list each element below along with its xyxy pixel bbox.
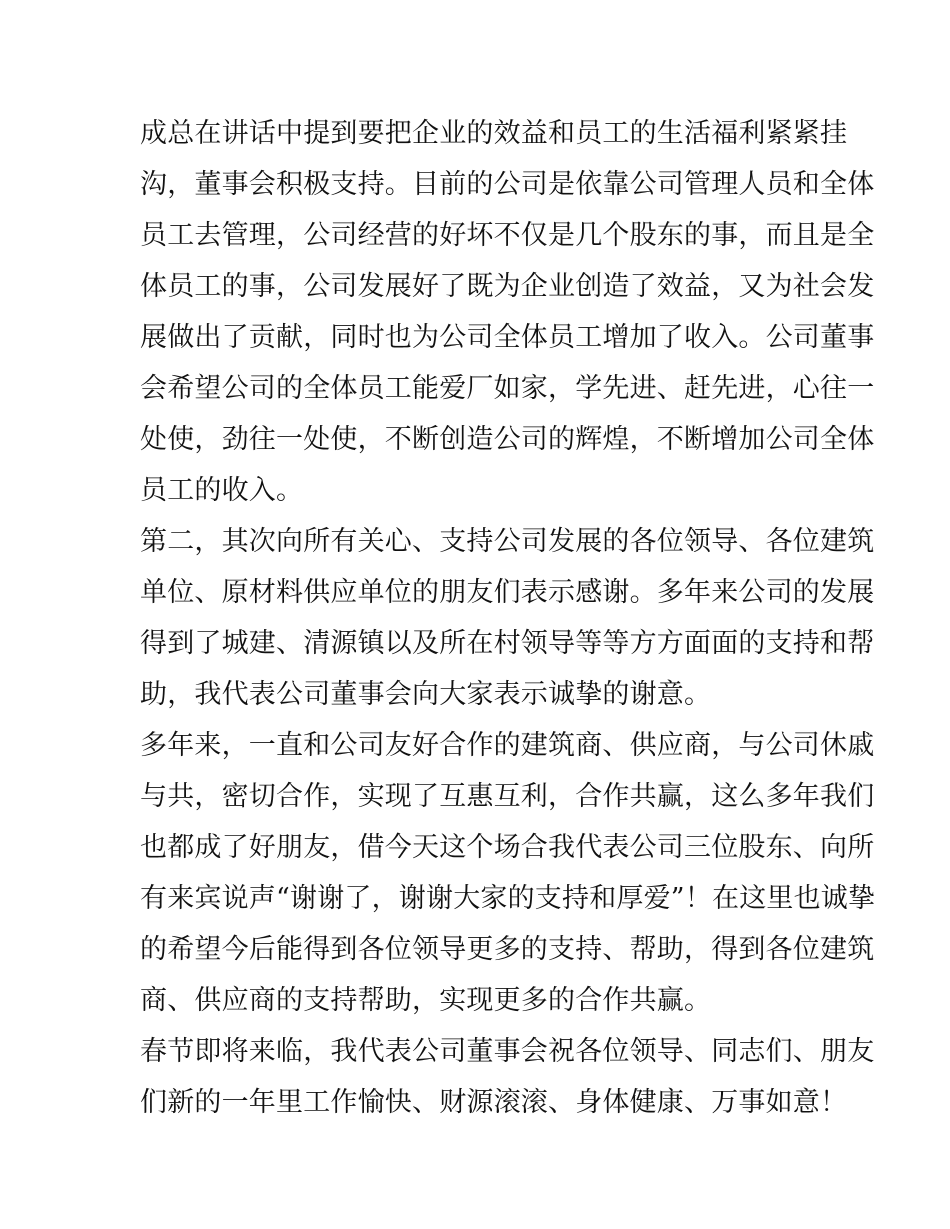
text-line: 有来宾说声“谢谢了，谢谢大家的支持和厚爱”！在这里也诚挚 [140,883,876,914]
text-line: 们新的一年里工作愉快、财源滚滚、身体健康、万事如意！ [140,1087,848,1118]
text-line: 单位、原材料供应单位的朋友们表示感谢。多年来公司的发展 [140,577,875,608]
text-line: 处使，劲往一处使，不断创造公司的辉煌，不断增加公司全体 [140,424,875,455]
text-line: 得到了城建、清源镇以及所在村领导等等方方面面的支持和帮 [140,628,875,659]
text-line: 春节即将来临，我代表公司董事会祝各位领导、同志们、朋友 [140,1036,875,1067]
text-line: 也都成了好朋友，借今天这个场合我代表公司三位股东、向所 [140,832,875,863]
text-line: 员工去管理，公司经营的好坏不仅是几个股东的事，而且是全 [140,220,875,251]
text-line: 第二，其次向所有关心、支持公司发展的各位领导、各位建筑 [140,526,875,557]
text-line: 的希望今后能得到各位领导更多的支持、帮助，得到各位建筑 [140,934,875,965]
text-line: 沟，董事会积极支持。目前的公司是依靠公司管理人员和全体 [140,169,875,200]
text-line: 成总在讲话中提到要把企业的效益和员工的生活福利紧紧挂 [140,118,848,149]
body-text [140,108,876,1128]
text-line: 员工的收入。 [140,475,304,506]
text-line: 会希望公司的全体员工能爱厂如家，学先进、赶先进，心往一 [140,373,875,404]
text-line: 与共，密切合作，实现了互惠互利，合作共赢，这么多年我们 [140,781,875,812]
text-line: 商、供应商的支持帮助，实现更多的合作共赢。 [140,985,712,1016]
text-line: 助，我代表公司董事会向大家表示诚挚的谢意。 [140,679,712,710]
text-line: 多年来，一直和公司友好合作的建筑商、供应商，与公司休戚 [140,730,875,761]
text-line: 展做出了贡献，同时也为公司全体员工增加了收入。公司董事 [140,322,875,353]
text-line: 体员工的事，公司发展好了既为企业创造了效益，又为社会发 [140,271,875,302]
